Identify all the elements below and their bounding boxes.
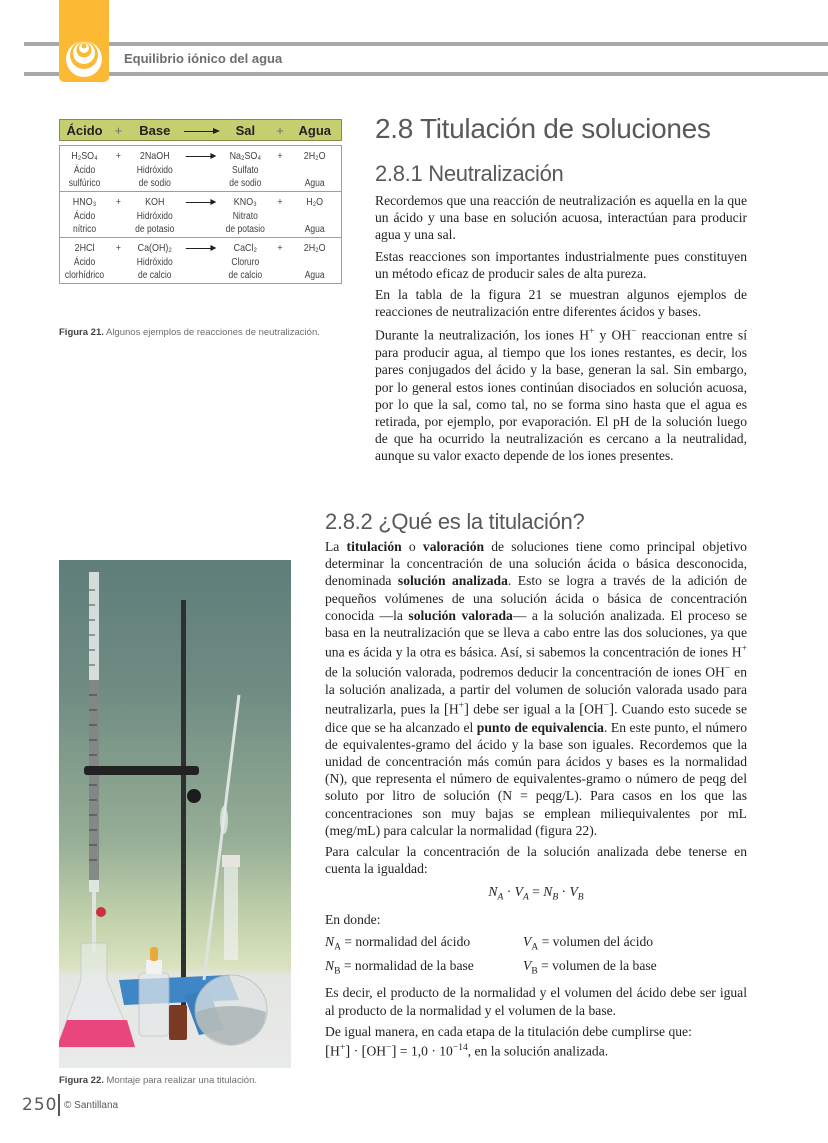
paragraph: Es decir, el producto de la normalidad y el volumen del ácido debe ser igual al producto de la normalidad y el volumen de la base.: [325, 985, 747, 1018]
chapter-tab: [59, 0, 109, 82]
paragraph: Recordemos que una reacción de neutralización es aquella en la que un ácido y una base en solución acuosa, interactúan para producir agua y una sal.: [375, 193, 747, 243]
plus-sign: +: [277, 196, 283, 208]
base-name: de sodio: [138, 178, 171, 189]
paragraph: De igual manera, en cada etapa de la titulación debe cumplirse que:: [325, 1023, 692, 1039]
arrow-icon: [182, 150, 219, 162]
base-name: de potasio: [135, 224, 175, 235]
table-header: [59, 119, 342, 141]
definition-row: $N_A$ = normalidad del ácido $V_A$ = volumen del ácido: [325, 933, 654, 953]
base-name: Hidróxido: [136, 211, 173, 222]
plus-sign: +: [115, 196, 121, 208]
table-body: [59, 145, 342, 284]
acid-name: Ácido: [73, 165, 96, 176]
subsection-title-titulacion: 2.8.2 ¿Qué es la titulación?: [325, 509, 585, 534]
header-salt: Sal: [235, 122, 256, 138]
base-name: de calcio: [137, 270, 172, 281]
where-label: En donde:: [325, 912, 381, 928]
arrow-icon: [182, 196, 219, 208]
salt-name: de potasio: [225, 224, 265, 235]
acid-formula: 2HCl: [74, 242, 95, 254]
water-formula: H₂O: [306, 196, 324, 208]
publisher-credit: © Santillana: [64, 1100, 119, 1111]
base-formula: Ca(OH)₂: [137, 242, 172, 254]
header-water: Agua: [298, 122, 331, 138]
section-title: 2.8 Titulación de soluciones: [375, 113, 711, 144]
acid-name: nítrico: [72, 224, 97, 235]
neutralization-table: [59, 119, 342, 284]
paragraph: En la tabla de la figura 21 se muestran algunos ejemplos de reacciones de neutralización entre diferentes ácidos y bases.: [375, 287, 747, 320]
water-formula: 2H₂O: [303, 242, 326, 254]
titration-setup-photo: [59, 560, 291, 1068]
page-number: 250: [22, 1095, 58, 1115]
paragraph: La titulación o valoración de soluciones tiene como principal objetivo determinar la concentración de una solución ácida o básica desconocida, denominada solución analizada. Esto se logra a través de la adición de pequeños volúmenes de una solución ácida o básica de concentración conocida —la solución valorada— a la solución analizada. El proceso se basa en la neutralización que se lleva a cabo entre las dos soluciones, ya que una es ácida y la otra es básica. Así, si sabemos la concentración de iones H+ de la solución valorada, podremos deducir la concentración de iones OH− en la solución analizada, a partir del volumen de solución valorada usado para neutralizarla, pues la [H+] debe ser igual a la [OH−]. Cuando esto sucede se dice que se ha alcanzado el punto de equivalencia. En este punto, el número de equivalentes-gramo del ácido y la base son iguales. Recordemos que la unidad de concentración más común para ácidos y bases es la normalidad (N), que representa el número de equivalentes-gramo o número de peqg del soluto por litro de solución (N = peqg/L). Para casos en los que las concentraciones son muy bajas se emplean miliequivalentes por mL (meg/mL) para calcular la normalidad (figura 22).: [325, 539, 747, 838]
salt-name: de sodio: [229, 178, 262, 189]
water-name: Agua: [304, 270, 325, 281]
salt-name: Sulfato: [232, 165, 259, 176]
acid-formula: H₂SO₄: [71, 150, 98, 162]
arrow-icon: [182, 242, 219, 254]
salt-name: de calcio: [228, 270, 263, 281]
water-formula: 2H₂O: [303, 150, 326, 162]
plus-sign: +: [277, 150, 283, 162]
header-plus: +: [114, 122, 123, 138]
paragraph: Para calcular la concentración de la solución analizada debe tenerse en cuenta la igualdad:: [325, 844, 747, 877]
header-acid: Ácido: [66, 122, 103, 138]
footer-divider: [58, 1094, 60, 1116]
arrow-icon: [182, 123, 219, 138]
subsection-title-neutralizacion: 2.8.1 Neutralización: [375, 161, 564, 186]
table-row: [60, 191, 341, 237]
table-row: [60, 237, 341, 283]
neutralization-text: [375, 192, 747, 469]
salt-name: Nitrato: [232, 211, 258, 222]
acid-name: Ácido: [73, 257, 96, 268]
plus-sign: +: [277, 242, 283, 254]
acid-name: Ácido: [73, 211, 96, 222]
equivalence-equation: $N_A \cdot V_A = N_B \cdot V_B$: [488, 884, 584, 904]
plus-sign: +: [115, 150, 121, 162]
figure-21-caption: Figura 21. Algunos ejemplos de reacciones de neutralización.: [59, 327, 320, 338]
titration-text: [325, 538, 747, 1065]
salt-formula: KNO₃: [233, 196, 257, 208]
base-name: Hidróxido: [136, 165, 173, 176]
concentric-circles-icon: [63, 36, 105, 78]
water-name: Agua: [304, 178, 325, 189]
acid-formula: HNO₃: [72, 196, 97, 208]
base-formula: 2NaOH: [139, 150, 170, 162]
definition-row: $N_B$ = normalidad de la base $V_B$ = volumen de la base: [325, 957, 657, 977]
base-name: Hidróxido: [136, 257, 173, 268]
header-rule-bottom: [24, 72, 828, 76]
water-name: Agua: [304, 224, 325, 235]
ion-product-equation: $[H^+] \cdot [OH^-] = 1,0 \cdot 10^{-14}$, en la solución analizada.: [325, 1043, 609, 1060]
header-rule-top: [24, 42, 828, 46]
salt-name: Cloruro: [231, 257, 260, 268]
salt-formula: Na₂SO₄: [229, 150, 261, 162]
table-row: [60, 146, 341, 191]
paragraph: Estas reacciones son importantes industrialmente pues constituyen un método eficaz de producir sales de alta pureza.: [375, 248, 747, 281]
paragraph: Durante la neutralización, los iones H+ y OH− reaccionan entre sí para producir agua, al tiempo que los iones restantes, es decir, los pares conjugados del ácido y la base, generan la sal. Sin embargo, por lo general estos iones continúan disociados en solución acuosa, por lo que la sal, como tal, no se forma sino hasta que el agua es retirada, por ejemplo, por evaporación. El pH de la solución luego de que ha ocurrido la neutralización es cercano a la neutralidad, aunque su valor exacto depende de los iones presentes.: [375, 327, 747, 464]
lab-equipment-illustration: [59, 560, 291, 1068]
plus-sign: +: [115, 242, 121, 254]
header-plus: +: [276, 122, 284, 138]
figure-22-caption: Figura 22. Montaje para realizar una titulación.: [59, 1075, 258, 1086]
salt-formula: CaCl₂: [233, 242, 257, 254]
acid-name: sulfúrico: [68, 178, 101, 189]
chapter-title: Equilibrio iónico del agua: [124, 51, 283, 66]
acid-name: clorhídrico: [64, 270, 105, 281]
header-base: Base: [139, 122, 171, 138]
base-formula: KOH: [145, 196, 165, 208]
